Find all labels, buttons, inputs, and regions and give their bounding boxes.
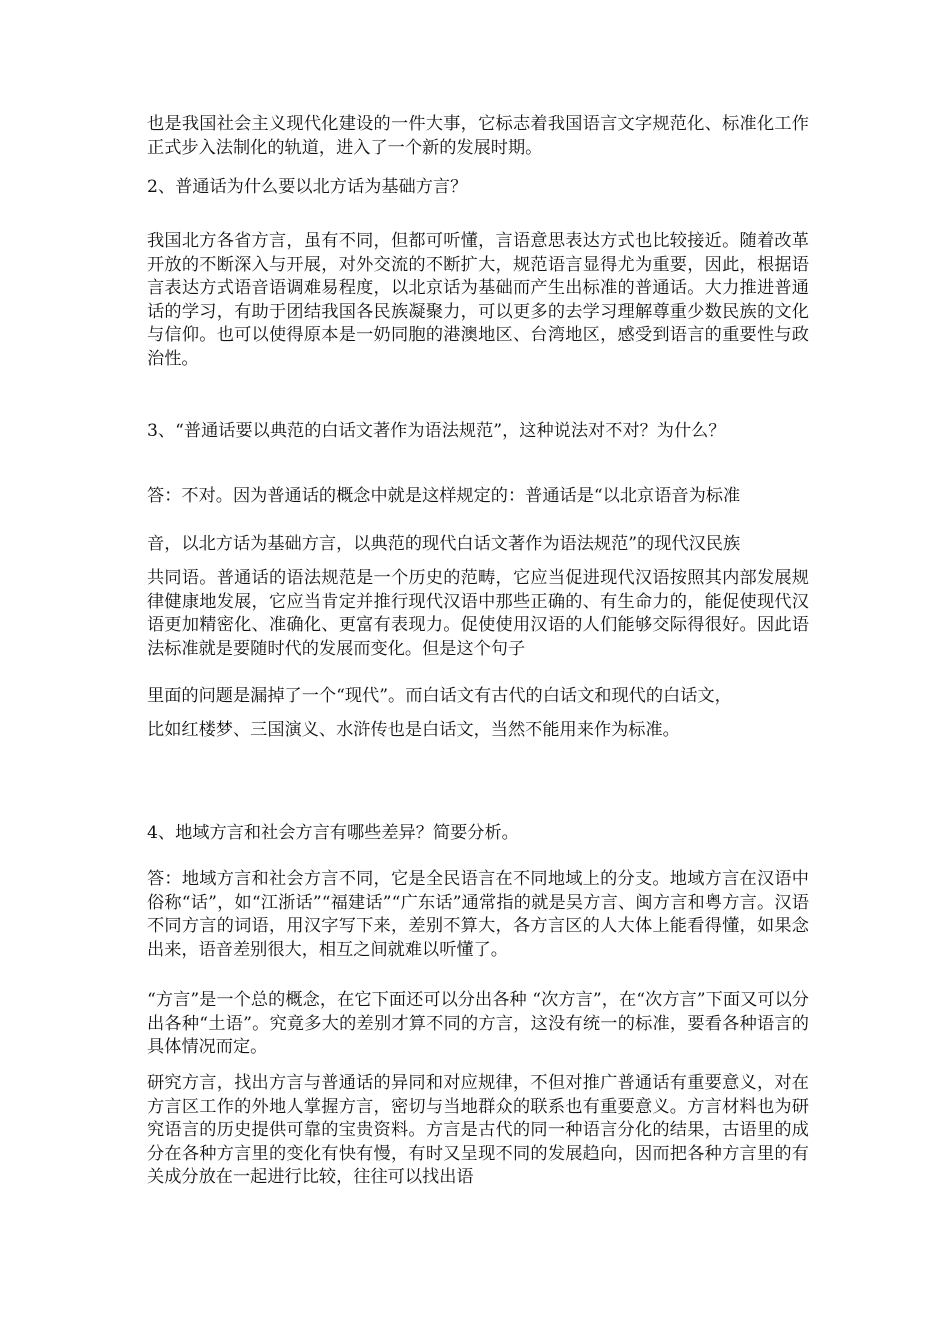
question-3-heading: 3、“普通话要以典范的白话文著作为语法规范”，这种说法对不对？为什么？: [147, 421, 726, 441]
answer-3-line-3: 里面的问题是漏掉了一个“现代”。而白话文有古代的白话文和现代的白话文，: [147, 686, 732, 706]
intro-paragraph: 也是我国社会主义现代化建设的一件大事，它标志着我国语言文字规范化、标准化工作正式步入法制化的轨道，进入了一个新的发展时期。: [147, 114, 809, 158]
answer-4-paragraph-2: “方言”是一个总的概念，在它下面还可以分出各种 “次方言”，在“次方言”下面又可以分出各种“土语”。究竟多大的差别才算不同的方言，这没有统一的标准，要看各种语言的具体情况而定。: [147, 990, 809, 1058]
answer-4-paragraph-3: 研究方言，找出方言与普通话的异同和对应规律，不但对推广普通话有重要意义，对在方言区工作的外地人掌握方言，密切与当地群众的联系也有重要意义。方言材料也为研究语言的历史提供可靠的宝贵资料。方言是古代的同一种语言分化的结果，古语里的成分在各种方言里的变化有快有慢，有时又呈现不同的发展趋向，因而把各种方言里的有关成分放在一起进行比较，往往可以找出语: [147, 1073, 809, 1188]
question-2-heading: 2、普通话为什么要以北方话为基础方言？: [147, 177, 468, 197]
answer-3-line-2: 音，以北方话为基础方言，以典范的现代白话文著作为语法规范”的现代汉民族: [147, 534, 741, 554]
answer-3-line-4: 比如红楼梦、三国演义、水浒传也是白话文，当然不能用来作为标准。: [147, 720, 680, 740]
answer-3-line-1: 答：不对。因为普通话的概念中就是这样规定的：普通话是“以北京语音为标准: [147, 486, 741, 506]
answer-2-paragraph: 我国北方各省方言，虽有不同，但都可听懂，言语意思表达方式也比较接近。随着改革开放的不断深入与开展，对外交流的不断扩大，规范语言显得尤为重要，因此，根据语言表达方式语音语调难易程度，以北京话为基础而产生出标准的普通话。大力推进普通话的学习，有助于团结我国各民族凝聚力，可以更多的去学习理解尊重少数民族的文化与信仰。也可以使得原本是一奶同胞的港澳地区、台湾地区，感受到语言的重要性与政治性。: [147, 231, 809, 369]
question-4-heading: 4、地域方言和社会方言有哪些差异？简要分析。: [147, 823, 519, 843]
answer-3-paragraph: 共同语。普通话的语法规范是一个历史的范畴，它应当促进现代汉语按照其内部发展规律健康地发展，它应当肯定并推行现代汉语中那些正确的、有生命力的，能促使现代汉语更加精密化、准确化、更富有表现力。促使使用汉语的人们能够交际得很好。因此语法标准就是要随时代的发展而变化。但是这个句子: [147, 568, 809, 659]
answer-4-paragraph-1: 答：地域方言和社会方言不同，它是全民语言在不同地域上的分支。地域方言在汉语中俗称“话”，如“江浙话”“福建话”“广东话”通常指的就是吴方言、闽方言和粤方言。汉语不同方言的词语，用汉字写下来，差别不算大，各方言区的人大体上能看得懂，如果念出来，语音差别很大，相互之间就难以听懂了。: [147, 869, 809, 960]
